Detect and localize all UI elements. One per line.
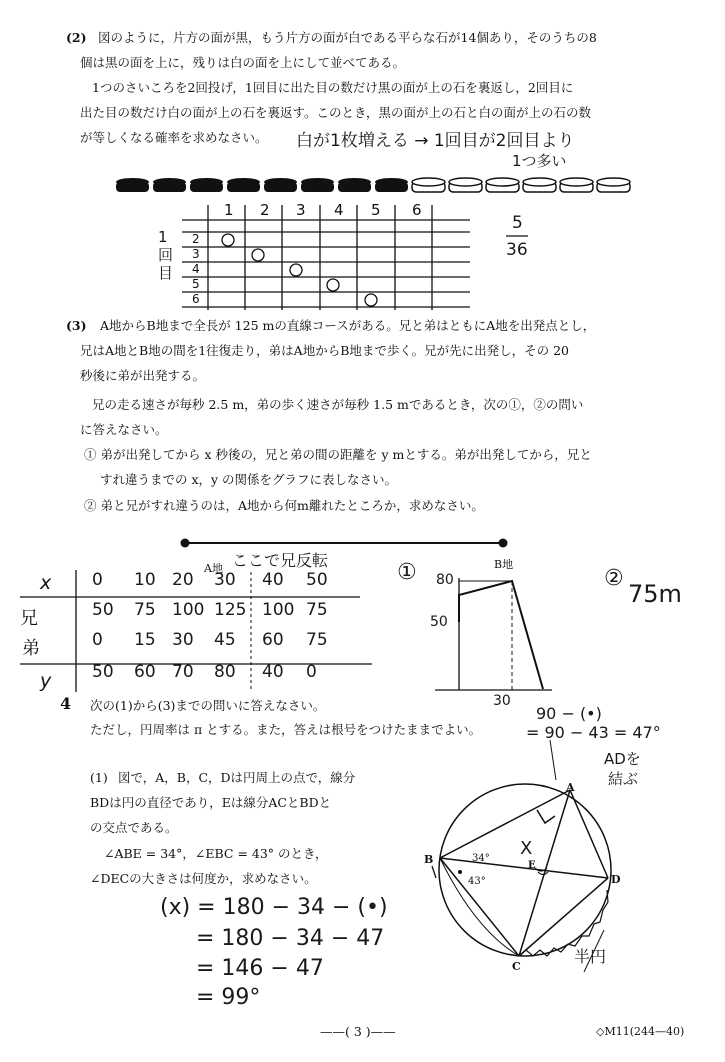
- table-row-label-y: y: [40, 670, 52, 692]
- q4-line-1: 図で，A，B，C，Dは円周上の点で，線分: [118, 770, 356, 785]
- q4-line-2: BDは円の直径であり，Eは線分ACとBDと: [90, 795, 332, 810]
- table-cell: 30: [172, 630, 194, 650]
- q4-sub-number: (1): [90, 770, 108, 785]
- grid-row-3: 3: [192, 247, 200, 261]
- q2-answer-denominator: 36: [506, 240, 528, 260]
- point-b: B: [424, 853, 434, 866]
- q2-line-4: 出た目の数だけ白の面が上の石を裏返す。このとき，黒の面が上の石と白の面が上の石の数: [80, 105, 592, 120]
- q3-line-1: A地からB地まで全長が 125 mの直線コースがある。兄と弟はともにA地を出発点とし，: [100, 318, 596, 333]
- q2-line-5: が等しくなる確率を求めなさい。: [80, 130, 268, 145]
- table-cell: 125: [214, 600, 247, 620]
- grid-col-1: 1: [224, 201, 234, 219]
- q3-line-4: 兄の走る速さが毎秒 2.5 m，弟の歩く速さが毎秒 1.5 mであるとき，次の①，②の問い: [92, 397, 584, 412]
- table-cell: 20: [172, 570, 194, 590]
- point-b-label: B地: [494, 558, 514, 571]
- q3-line-7: すれ違うまでの x，y の関係をグラフに表しなさい。: [100, 472, 398, 487]
- q4-line-3: の交点である。: [90, 820, 178, 835]
- q4-hand-ad-2: 結ぶ: [608, 770, 639, 788]
- grid-side-label: 1回目: [158, 228, 174, 282]
- grid-col-5: 5: [371, 201, 381, 219]
- answer-1-mark: ①: [397, 560, 417, 585]
- table-cell: 40: [262, 570, 284, 590]
- table-cell: 0: [92, 570, 103, 590]
- q2-line-3: 1つのさいころを2回投げ，1回目に出た目の数だけ黒の面が上の石を裏返し，2回目に: [92, 80, 574, 95]
- angle-34: 34°: [472, 853, 490, 864]
- point-e: E: [528, 860, 536, 871]
- q2-line-1: 図のように，片方の面が黒，もう片方の面が白である平らな石が14個あり，そのうちの8: [98, 30, 597, 45]
- table-cell: 30: [214, 570, 236, 590]
- q4-hand-ad-1: ADを: [604, 750, 641, 768]
- answer-2-value: 75m: [628, 580, 682, 608]
- q4-work-3: = 146 − 47: [196, 956, 324, 981]
- table-cell: 50: [92, 662, 114, 682]
- q2-handnote-2: 1つ多い: [512, 152, 567, 170]
- q4-number: 4: [60, 694, 72, 713]
- point-d: D: [611, 873, 621, 886]
- table-cell: 50: [92, 600, 114, 620]
- table-cell: 60: [262, 630, 284, 650]
- table-row-label-x: x: [40, 572, 52, 594]
- table-cell: 80: [214, 662, 236, 682]
- grid-col-3: 3: [296, 201, 306, 219]
- table-cell: 50: [306, 570, 328, 590]
- q4-work-1: (x) = 180 − 34 − (•): [160, 895, 388, 920]
- table-row-label-otouto: 弟: [22, 638, 40, 659]
- table-cell: 10: [134, 570, 156, 590]
- graph-x-30: 30: [493, 693, 511, 709]
- q3-line-6: ① 弟が出発してから x 秒後の，兄と弟の間の距離を y mとする。弟が出発してから，兄と: [84, 447, 592, 462]
- q3-line-5: に答えなさい。: [80, 422, 168, 437]
- answer-2-mark: ②: [604, 566, 624, 591]
- grid-row-2: 2: [192, 232, 200, 246]
- point-a-label: A地: [204, 562, 223, 575]
- turnaround-note: ここで兄反転: [232, 551, 329, 570]
- q4-calc-top-2: = 90 − 43 = 47°: [526, 723, 661, 742]
- q3-line-8: ② 弟と兄がすれ違うのは，A地から何m離れたところか，求めなさい。: [84, 498, 484, 513]
- q4-intro-2: ただし，円周率は π とする。また，答えは根号をつけたままでよい。: [90, 722, 482, 737]
- q2-answer-numerator: 5: [512, 213, 523, 233]
- q4-line-5: ∠DECの大きさは何度か，求めなさい。: [90, 871, 317, 886]
- table-cell: 45: [214, 630, 236, 650]
- graph-y-50: 50: [430, 614, 448, 630]
- q3-line-2: 兄はA地とB地の間を1往復走り，弟はA地からB地まで歩く。兄が先に出発し，その 20: [80, 343, 570, 358]
- angle-43: 43°: [468, 876, 486, 887]
- table-cell: 75: [134, 600, 156, 620]
- q4-work-2: = 180 − 34 − 47: [196, 926, 385, 951]
- grid-col-6: 6: [412, 201, 422, 219]
- q2-handnote-1: 白が1枚増える → 1回目が2回目より: [296, 131, 575, 151]
- grid-col-2: 2: [260, 201, 270, 219]
- table-cell: 0: [92, 630, 103, 650]
- q3-number: (3): [66, 318, 87, 333]
- table-row-label-ani: 兄: [20, 608, 38, 629]
- point-c: C: [512, 960, 521, 973]
- fig-x-mark: X: [520, 838, 533, 859]
- grid-row-4: 4: [192, 262, 200, 276]
- table-cell: 100: [262, 600, 295, 620]
- exam-code: ◇M11(244—40): [596, 1025, 685, 1038]
- q4-calc-top-1: 90 − (•): [536, 704, 602, 723]
- q2-line-2: 個は黒の面を上に，残りは白の面を上にして並べてある。: [80, 55, 406, 70]
- table-cell: 70: [172, 662, 194, 682]
- grid-col-4: 4: [334, 201, 344, 219]
- table-cell: 0: [306, 662, 317, 682]
- table-cell: 100: [172, 600, 205, 620]
- table-cell: 75: [306, 600, 328, 620]
- point-a: A: [566, 781, 575, 794]
- q3-line-3: 秒後に弟が出発する。: [80, 368, 206, 383]
- table-cell: 60: [134, 662, 156, 682]
- semicircle-note: 半円: [574, 947, 607, 966]
- q4-intro-1: 次の(1)から(3)までの問いに答えなさい。: [90, 698, 326, 713]
- q4-line-4: ∠ABE = 34°，∠EBC = 43° のとき，: [104, 846, 328, 861]
- table-cell: 15: [134, 630, 156, 650]
- q4-work-4: = 99°: [196, 985, 261, 1010]
- q2-number: (2): [66, 30, 87, 45]
- table-cell: 40: [262, 662, 284, 682]
- grid-row-5: 5: [192, 277, 200, 291]
- table-cell: 75: [306, 630, 328, 650]
- grid-row-6: 6: [192, 292, 200, 306]
- graph-y-80: 80: [436, 572, 454, 588]
- page-number: ——( 3 )——: [320, 1024, 396, 1039]
